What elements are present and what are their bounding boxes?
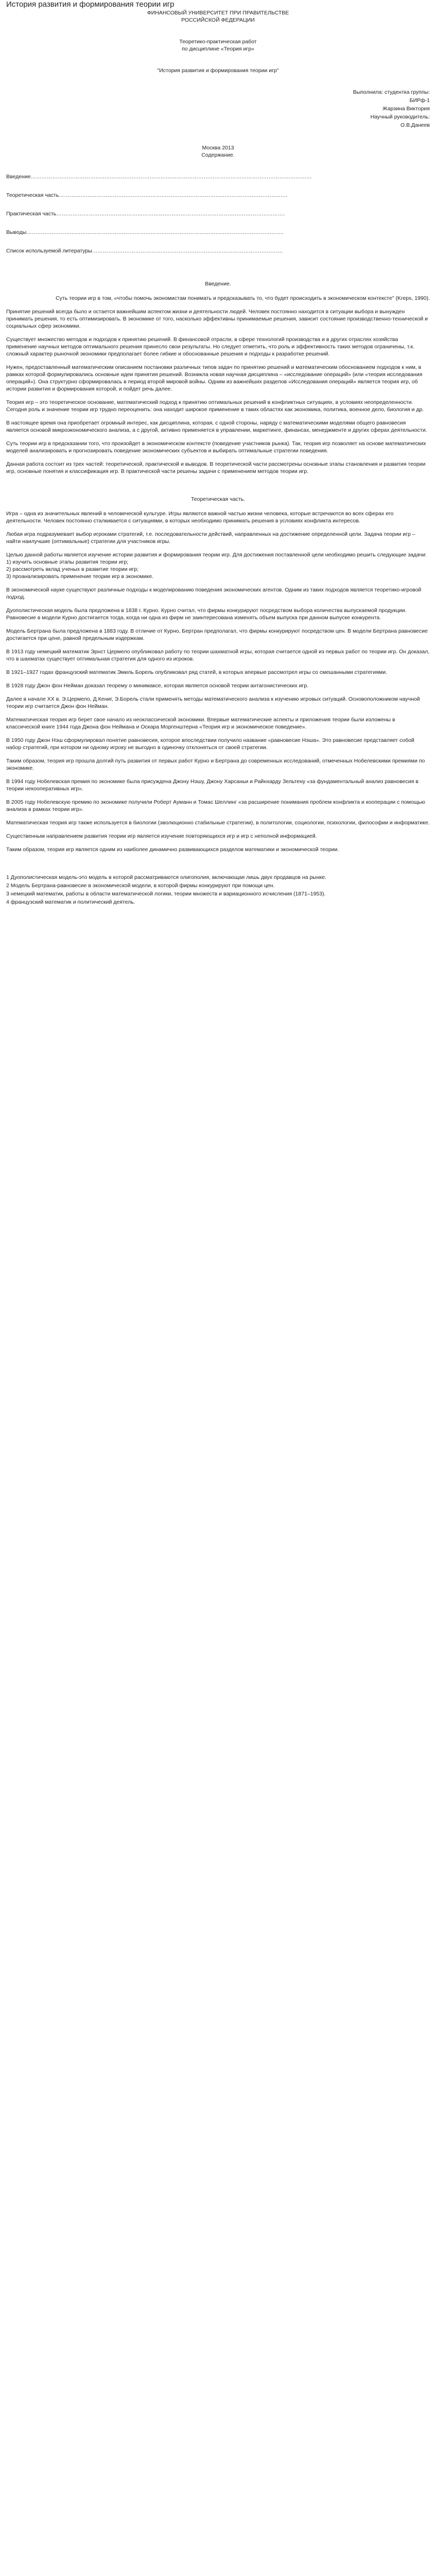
paragraph: Математическая теория игр также используется в биологии (эволюционно стабильные стратегии), в политологии, социологии, психологии, философии и информатике. <box>6 820 430 826</box>
paragraph: В 1994 году Нобелевская премия по экономике была присуждена Джону Нэшу, Джону Харсаньи и Райнхарду Зельтену «за фундаментальный анализ равновесия в теории некооперативных игр». <box>6 778 418 792</box>
toc-item: Теоретическая часть………………………………………………………………………………………………………………. <box>6 192 288 198</box>
paragraph: Суть теории игр в предсказании того, что произойдет в экономическом контексте (поведение участников рынка). Так, теория игр позволяет на основе математических моделей анализировать и прогнозировать поведение экономических субъектов и выбирать оптимальные стратегии поведения. <box>6 440 426 454</box>
list-item: 3) проанализировать применение теории игр в экономике. <box>6 573 154 580</box>
institution-line-2: РОССИЙСКОЙ ФЕДЕРАЦИИ <box>181 17 255 23</box>
institution-line-1: ФИНАНСОВЫЙ УНИВЕРСИТЕТ ПРИ ПРАВИТЕЛЬСТВЕ <box>147 10 289 16</box>
intro-heading: Введение. <box>205 281 231 287</box>
theory-heading: Теоретическая часть. <box>190 496 246 502</box>
paragraph: Таким образом, теория игр прошла долгий путь развития от первых работ Курно и Бертрана до современных исследований, отмеченных Нобелевскими премиями по экономике. <box>6 758 425 771</box>
toc-item: Выводы…………………………………………………………………………………………………………………………….. <box>6 229 284 235</box>
paragraph: Любая игра подразумевает выбор игроками стратегий, т.е. последовательности действий, направленных на достижение определенной цели. Задача теории игр – найти наилучшие (оптимальные) стратегии для участников игры. <box>6 531 415 545</box>
toc-item: Введение………………………………………………………………………………………………………………………………………… <box>6 174 312 180</box>
title-page-header <box>6 9 430 74</box>
footnote: 2 Модель Бертрана-равновесие в экономической модели, в которой фирмы конкурируют при помощи цен. <box>6 883 275 889</box>
paragraph: Далее в начале XX в. Э.Цермело, Д.Кениг, Э.Борель стали применять методы математического анализа к изучению игровых ситуаций. Основоположником научной теории игр считается Джон фон Нейман. <box>6 696 420 709</box>
paragraph: В экономической науке существуют различные подходы к моделированию поведения экономических агентов. Одним из таких подходов является теоретико-игровой подход. <box>6 587 422 600</box>
epigraph: Суть теории игр в том, «чтобы помочь экономистам понимать и предсказывать то, что будет происходить в экономическом контексте" (Kreps, 1990). <box>56 295 430 301</box>
author-line-4: Научный руководитель: <box>370 114 430 120</box>
author-line-5: О.В.Данеев <box>400 122 430 128</box>
paragraph: Игра – одна из значительных явлений в человеческой культуре. Игры являются важной частью жизни человека, которые встречаются во всех сферах его деятельности. Человек постоянно сталкивается с ситуациями, в которых необходимо принимать решения в условиях конфликта интересов. <box>6 511 394 524</box>
paragraph: В 2005 году Нобелевскую премию по экономике получили Роберт Ауманн и Томас Шеллинг «за расширение понимания проблем конфликта и кооперации с помощью анализа в рамках теории игр». <box>6 799 425 812</box>
author-line-1: Выполнила: студентка группы: <box>353 89 430 95</box>
paragraph: Теория игр – это теоретическое основание, математический подход к принятию оптимальных решений в конфликтных ситуациях, в условиях неопределенности. Сегодня роль и значение теории игр трудно переоценить: она находит широкое применение в таких областях как экономика, политика, военное дело, биология и др. <box>6 399 424 413</box>
document-page <box>0 0 436 906</box>
footnote: 4 французский математик и политический деятель. <box>6 899 135 905</box>
author-line-3: Жарзина Виктория <box>382 106 430 112</box>
toc-title: Содержание. <box>201 152 235 158</box>
paragraph: Существенным направлением развития теории игр является изучение повторяющихся игр и игр с неполной информацией. <box>6 833 317 839</box>
paragraph: Дуополистическая модель была предложена в 1838 г. Курно. Курно считал, что фирмы конкурируют посредством выбора количества выпускаемой продукции. Равновесие в модели Курно достигается тогда, когда ни одна из фирм не заинтересована изменять объем выпуска при данном выпуске конкурента. <box>6 607 407 621</box>
author-block <box>6 89 430 129</box>
table-of-contents <box>6 173 430 255</box>
work-type: Теоретико-практическая работ <box>179 39 257 45</box>
paragraph: Таким образом, теория игр является одним из наиболее динамично развивающихся разделов математики и экономической теории. <box>6 846 339 853</box>
paragraph: Данная работа состоит из трех частей: теоретической, практической и выводов. В теоретической части рассмотрены основные этапы становления и развития теории игр, основные понятия и классификация игр. В практической части решены задачи с применением методов теории игр. <box>6 461 426 474</box>
discipline: по дисциплине «Теория игр» <box>182 46 254 52</box>
paragraph: В настоящее время она приобретает огромный интерес, как дисциплина, которая, с одной стороны, наряду с математическими моделями общего равновесия является основой микроэкономического анализа, а с другой, активно применяется в управлении, маркетинге, финансах, менеджменте и других сферах деятельности. <box>6 420 427 433</box>
paragraph: Существует множество методов и подходов к принятию решений. В финансовой отрасли, в сфере технологий производства и в других отраслях хозяйства применение научных методов оптимального решения принесло свои результаты. Но следует отметить, что роль и эффективность таких методов ограничены, т.к. сложный характер рыночной экономики предполагает более гибкие и обоснованные решения и подходы к разработке решений. <box>6 336 414 357</box>
theory-section <box>6 510 430 853</box>
intro-section <box>6 308 430 475</box>
paragraph: В 1913 году немецкий математик Эрнст Цермело опубликовал работу по теории шахматной игры, которая считается одной из первых работ по теории игр. Он доказал, что в шахматах существует оптимальная стратегия для одного из игроков. <box>6 649 430 662</box>
paragraph: В 1950 году Джон Нэш сформулировал понятие равновесия, которое впоследствии получило название «равновесие Нэша». Это равновесие представляет собой набор стратегий, при котором ни одному игроку не выгодно в одиночку отклоняться от своей стратегии. <box>6 737 414 751</box>
paragraph: Модель Бертрана была предложена в 1883 году. В отличие от Курно, Бертран предполагал, что фирмы конкурируют посредством цен. В модели Бертрана равновесие достигается при цене, равной предельным издержкам. <box>6 628 428 641</box>
topic: "История развития и формирования теории игр" <box>157 67 279 74</box>
paragraph: Принятие решений всегда было и остается важнейшим аспектом жизни и деятельности людей. Человек постоянно находится в ситуации выбора и вынужден принимать решения, то есть оптимизировать. В экономике от того, насколько эффективны принимаемые решения, зависит состояние производственно-технической и социальных сфер экономики. <box>6 309 428 329</box>
paragraph: В 1928 году Джон фон Нейман доказал теорему о минимаксе, которая является основой теории антагонистических игр. <box>6 683 309 689</box>
document-title: История развития и формирования теории игр <box>6 0 175 9</box>
city-year: Москва 2013 <box>202 145 234 151</box>
footnote: 1 Дуополистическая модель-это модель в которой рассматриваются олигополия, включающая лишь двух продавцов на рынке. <box>6 874 326 880</box>
footnotes <box>6 874 430 906</box>
author-line-2: БИРф-1 <box>409 97 430 104</box>
list-item: 2) рассмотреть вклад ученых в развитие теории игр; <box>6 566 139 572</box>
paragraph: В 1921–1927 годах французский математик Эмиль Борель опубликовал ряд статей, в которых впервые рассмотрел игры со смешанными стратегиями. <box>6 669 388 675</box>
list-item: 1) изучить основные этапы развития теории игр; <box>6 559 129 565</box>
paragraph: Целью данной работы является изучение истории развития и формирования теории игр. Для достижения поставленной цели необходимо решить следующие задачи: <box>6 552 427 558</box>
toc-item: Список используемой литературы……………………………………………………………………………………………. <box>6 248 283 254</box>
toc-item: Практическая часть………………………………………………………………………………………………………………. <box>6 211 285 217</box>
paragraph: Нужен, предоставленный математическим описанием постановки различных типов задач по принятию решений и математическим обоснованием подходов к ним, в рамках которой формулировались основные идеи принятия решений. Возникла новая научная дисциплина – «исследование операций» (или «теория исследования операций»). Она структурно сформировалась в период второй мировой войны. Одним из важнейших разделов «Исследования операций» является теория игр, об истории развития и формирования которой, и пойдет речь далее. <box>6 364 423 392</box>
paragraph: Математическая теория игр берет свое начало из неоклассической экономики. Впервые математические аспекты и приложения теории были изложены в классической книге 1944 года Джона фон Неймана и Оскара Моргенштерна «Теория игр и экономическое поведение». <box>6 717 395 730</box>
footnote: 3 немецкий математик, работы в области математической логики, теории множеств и вариационного исчисления (1871–1953). <box>6 891 326 897</box>
